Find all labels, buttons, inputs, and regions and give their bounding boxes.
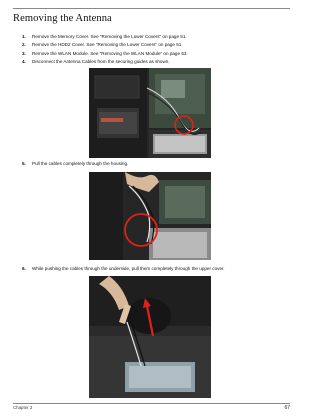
step-number: 5. [22,161,26,166]
chapter-mark: Chapter 3 [13,405,33,410]
step-2 [22,41,188,49]
page-title: Removing the Antenna [13,13,112,24]
step-5 [22,161,128,166]
step-text: Remove the Memory Cover. See "Removing the Lower Covers" on page 51. [32,34,187,39]
step-number: 4. [22,59,26,65]
photo-pull-cables [89,172,211,260]
step-text: Disconnect the Antenna Cables from the securing guides as shown. [32,59,170,65]
page-number: 67 [284,405,290,411]
step-number: 6. [22,266,26,271]
step-3 [22,50,188,58]
step-text: While pushing the cables through the underside, pull them completely through the upper cover. [32,266,225,271]
footer-rule [13,403,290,404]
steps-list-1-4 [22,33,188,67]
step-text: Remove the WLAN Module. See "Removing the WLAN Module" on page 53. [32,50,188,56]
photo-antenna-guides [89,68,211,158]
header-rule [13,8,290,9]
step-text: Remove the HDD2 Cover. See "Removing the Lower Covers" on page 51. [32,42,183,48]
step-number: 2. [22,42,26,48]
step-number: 1. [22,34,26,39]
step-number: 3. [22,50,26,56]
step-6 [22,266,225,271]
step-1 [22,33,188,41]
step-4 [22,58,188,66]
step-text: Pull the cables completely through the housing. [32,161,129,166]
photo-pull-through-upper-cover [89,276,211,398]
